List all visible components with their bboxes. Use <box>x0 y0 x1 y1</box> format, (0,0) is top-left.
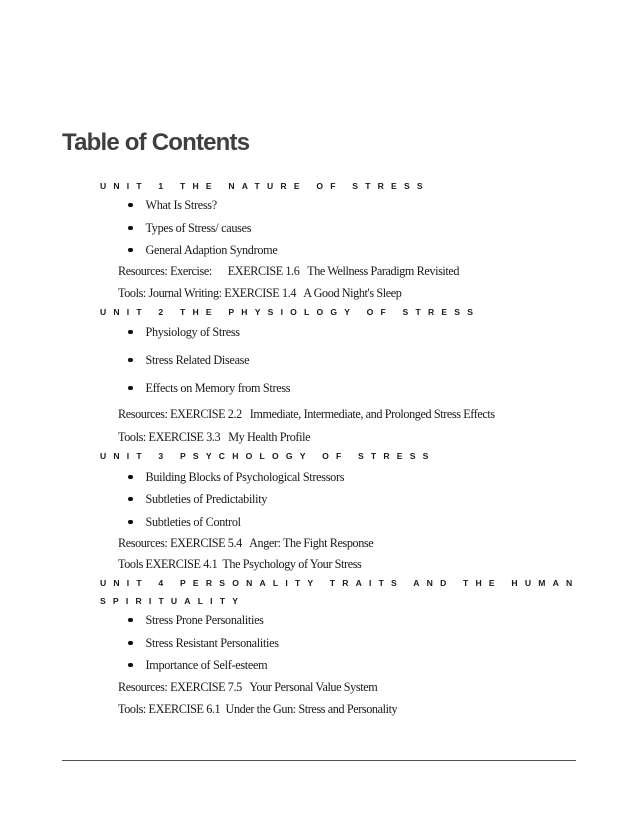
list-item <box>128 613 264 628</box>
list-item <box>128 658 267 673</box>
list-item <box>128 515 241 530</box>
list-item <box>128 636 279 651</box>
topic-text: Subtleties of Control <box>145 515 241 529</box>
topic-text: What Is Stress? <box>145 198 217 212</box>
unit-4-heading: UNIT 4 PERSONALITY TRAITS AND THE HUMAN <box>100 578 580 588</box>
tools-line: Tools: Journal Writing: EXERCISE 1.4 A Good Night's Sleep <box>118 286 402 300</box>
unit-1-heading: UNIT 1 THE NATURE OF STRESS <box>100 181 430 191</box>
bullet-icon <box>128 641 133 646</box>
footer-divider <box>62 760 576 761</box>
bullet-icon <box>128 203 133 208</box>
bullet-icon <box>128 520 133 525</box>
topic-text: Stress Prone Personalities <box>145 613 264 627</box>
list-item <box>128 243 277 258</box>
list-item <box>128 470 344 485</box>
bullet-icon <box>128 330 133 335</box>
bullet-icon <box>128 226 133 231</box>
list-item <box>128 221 251 236</box>
bullet-icon <box>128 358 133 363</box>
topic-text: General Adaption Syndrome <box>145 243 278 257</box>
topic-text: Effects on Memory from Stress <box>145 381 291 395</box>
bullet-icon <box>128 386 133 391</box>
tools-line: Tools: EXERCISE 6.1 Under the Gun: Stress and Personality <box>118 702 398 716</box>
list-item <box>128 381 290 396</box>
topic-text: Stress Related Disease <box>145 353 250 367</box>
bullet-icon <box>128 248 133 253</box>
list-item <box>128 492 267 507</box>
bullet-icon <box>128 475 133 480</box>
page-title: Table of Contents <box>62 129 250 156</box>
bullet-icon <box>128 663 133 668</box>
resource-line: Resources: EXERCISE 2.2 Immediate, Intermediate, and Prolonged Stress Effects <box>118 407 495 421</box>
list-item <box>128 325 240 340</box>
tools-line: Tools EXERCISE 4.1 The Psychology of Your Stress <box>118 557 362 571</box>
resource-line: Resources: EXERCISE 7.5 Your Personal Value System <box>118 680 378 694</box>
tools-line: Tools: EXERCISE 3.3 My Health Profile <box>118 430 311 444</box>
bullet-icon <box>128 497 133 502</box>
resource-line: Resources: Exercise: EXERCISE 1.6 The Wellness Paradigm Revisited <box>118 264 460 278</box>
topic-text: Types of Stress/ causes <box>145 221 252 235</box>
topic-text: Physiology of Stress <box>145 325 240 339</box>
topic-text: Building Blocks of Psychological Stressors <box>145 470 345 484</box>
unit-3-heading: UNIT 3 PSYCHOLOGY OF STRESS <box>100 451 436 461</box>
bullet-icon <box>128 618 133 623</box>
resource-line: Resources: EXERCISE 5.4 Anger: The Fight Response <box>118 536 374 550</box>
topic-text: Subtleties of Predictability <box>145 492 268 506</box>
unit-4-heading-continued: SPIRITUALITY <box>100 596 246 606</box>
unit-2-heading: UNIT 2 THE PHYSIOLOGY OF STRESS <box>100 307 481 317</box>
list-item <box>128 198 217 213</box>
topic-text: Stress Resistant Personalities <box>145 636 279 650</box>
list-item <box>128 353 249 368</box>
topic-text: Importance of Self-esteem <box>145 658 268 672</box>
